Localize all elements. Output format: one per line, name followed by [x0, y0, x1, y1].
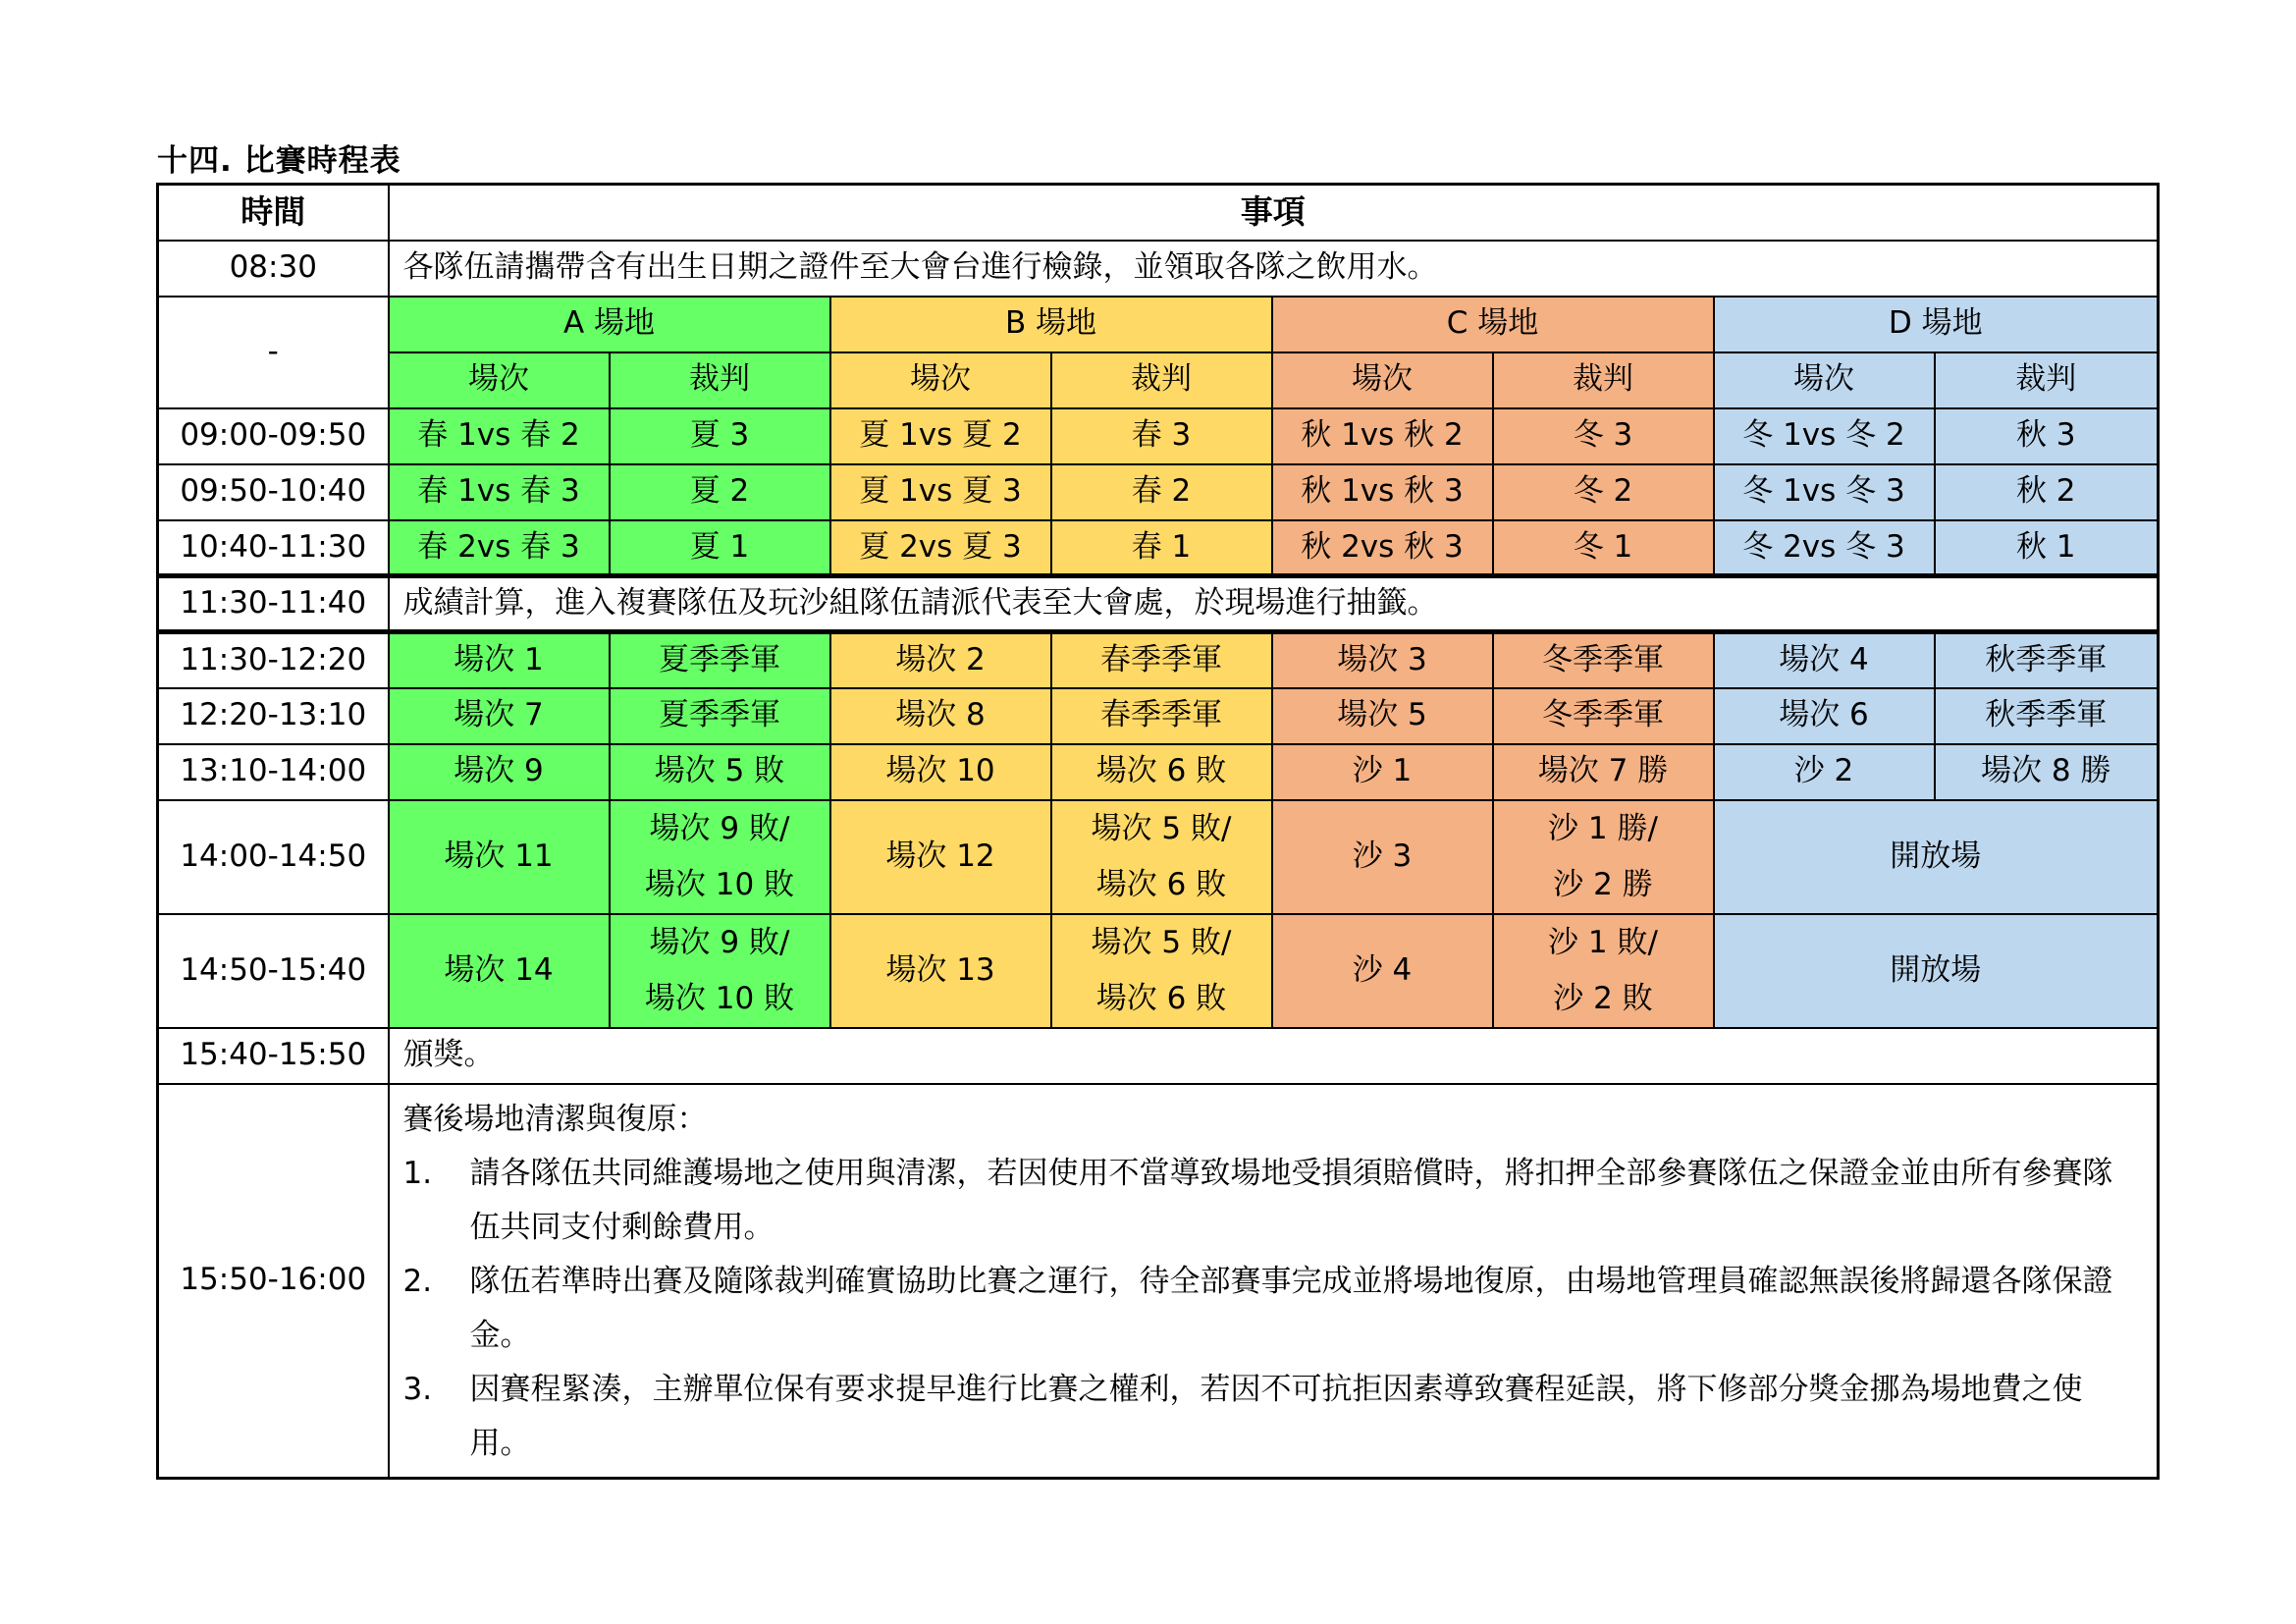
match-cell: 場次 5	[1272, 688, 1493, 744]
ref-cell	[610, 800, 830, 914]
ref-cell: 春季季軍	[1051, 688, 1272, 744]
match-cell: 夏 2vs 夏 3	[830, 520, 1051, 576]
row-1540	[158, 1028, 2159, 1084]
table-row	[158, 744, 2159, 800]
ref-line: 場次 5 敗/	[1091, 924, 1232, 960]
match-cell: 場次 11	[389, 800, 610, 914]
venue-d-header: D 場地	[1714, 297, 2159, 352]
cleanup-notes	[389, 1084, 2159, 1479]
ref-cell: 冬 3	[1493, 408, 1714, 464]
ref-cell: 秋季季軍	[1935, 632, 2159, 688]
ref-cell	[610, 914, 830, 1028]
award-text: 頒獎。	[389, 1028, 2159, 1084]
list-item	[403, 1255, 2144, 1363]
ref-cell: 秋 3	[1935, 408, 2159, 464]
time-cell: 12:20-13:10	[158, 688, 389, 744]
match-cell: 春 1vs 春 2	[389, 408, 610, 464]
list-number: 1.	[402, 1155, 433, 1191]
match-cell: 冬 1vs 冬 2	[1714, 408, 1935, 464]
ref-line: 沙 1 勝/	[1548, 810, 1658, 846]
open-court-cell: 開放場	[1714, 914, 2159, 1028]
ref-line: 沙 1 敗/	[1548, 924, 1658, 960]
open-court-cell: 開放場	[1714, 800, 2159, 914]
ref-line: 場次 6 敗	[1095, 980, 1227, 1016]
match-cell: 場次 1	[389, 632, 610, 688]
row-1400	[158, 800, 2159, 914]
table-row	[158, 520, 2159, 576]
ref-cell: 冬 1	[1493, 520, 1714, 576]
ref-cell	[1493, 800, 1714, 914]
ref-cell: 冬季季軍	[1493, 632, 1714, 688]
match-cell: 沙 1	[1272, 744, 1493, 800]
match-cell: 場次 9	[389, 744, 610, 800]
match-cell: 場次 4	[1714, 632, 1935, 688]
row-1550	[158, 1084, 2159, 1479]
match-cell: 夏 1vs 夏 3	[830, 464, 1051, 520]
page-heading: 十四. 比賽時程表	[157, 143, 401, 179]
ref-cell: 夏季季軍	[610, 688, 830, 744]
match-cell: 場次 14	[389, 914, 610, 1028]
notes-list	[403, 1147, 2144, 1471]
match-cell: 沙 4	[1272, 914, 1493, 1028]
ref-cell: 春 2	[1051, 464, 1272, 520]
match-cell: 冬 1vs 冬 3	[1714, 464, 1935, 520]
table-row	[158, 688, 2159, 744]
match-cell: 春 1vs 春 3	[389, 464, 610, 520]
ref-cell: 夏 3	[610, 408, 830, 464]
ref-cell: 秋 1	[1935, 520, 2159, 576]
time-cell: 09:00-09:50	[158, 408, 389, 464]
ref-cell: 冬季季軍	[1493, 688, 1714, 744]
ref-cell: 夏季季軍	[610, 632, 830, 688]
ref-line: 場次 10 敗	[644, 980, 795, 1016]
ref-cell: 春 3	[1051, 408, 1272, 464]
match-cell: 場次 7	[389, 688, 610, 744]
table-row	[158, 408, 2159, 464]
ref-cell: 場次 6 敗	[1051, 744, 1272, 800]
match-cell: 沙 3	[1272, 800, 1493, 914]
time-cell: 09:50-10:40	[158, 464, 389, 520]
checkin-text: 各隊伍請攜帶含有出生日期之證件至大會台進行檢錄，並領取各隊之飲用水。	[389, 241, 2159, 297]
event-header: 事項	[389, 185, 2159, 241]
match-cell: 春 2vs 春 3	[389, 520, 610, 576]
time-cell: 15:50-16:00	[158, 1084, 389, 1479]
match-cell: 冬 2vs 冬 3	[1714, 520, 1935, 576]
match-cell: 場次 8	[830, 688, 1051, 744]
ref-line: 沙 2 敗	[1553, 980, 1653, 1016]
time-cell: 14:00-14:50	[158, 800, 389, 914]
time-header: 時間	[158, 185, 389, 241]
match-cell: 場次 13	[830, 914, 1051, 1028]
list-text: 隊伍若準時出賽及隨隊裁判確實協助比賽之運行，待全部賽事完成並將場地復原，由場地管理員確認無誤後將歸還各隊保證金。	[469, 1263, 2113, 1353]
time-cell: 11:30-11:40	[158, 576, 389, 632]
match-subheader: 場次	[1714, 352, 1935, 408]
venue-b-header: B 場地	[830, 297, 1272, 352]
ref-cell: 夏 1	[610, 520, 830, 576]
match-cell: 場次 12	[830, 800, 1051, 914]
header-row	[158, 185, 2159, 241]
ref-subheader: 裁判	[1051, 352, 1272, 408]
match-cell: 夏 1vs 夏 2	[830, 408, 1051, 464]
time-cell: 08:30	[158, 241, 389, 297]
time-cell: 13:10-14:00	[158, 744, 389, 800]
row-1450	[158, 914, 2159, 1028]
ref-line: 場次 9 敗/	[649, 810, 790, 846]
ref-line: 場次 6 敗	[1095, 866, 1227, 902]
ref-cell	[1051, 914, 1272, 1028]
ref-line: 場次 10 敗	[644, 866, 795, 902]
row-1130	[158, 576, 2159, 632]
ref-cell: 秋季季軍	[1935, 688, 2159, 744]
ref-cell: 場次 5 敗	[610, 744, 830, 800]
ref-line: 場次 5 敗/	[1091, 810, 1232, 846]
match-subheader: 場次	[830, 352, 1051, 408]
time-cell: 11:30-12:20	[158, 632, 389, 688]
subheader-row	[158, 352, 2159, 408]
list-text: 因賽程緊湊，主辦單位保有要求提早進行比賽之權利，若因不可抗拒因素導致賽程延誤，將下修部分獎金挪為場地費之使用。	[469, 1371, 2083, 1461]
time-cell: 10:40-11:30	[158, 520, 389, 576]
ref-line: 場次 9 敗/	[649, 924, 790, 960]
venue-c-header: C 場地	[1272, 297, 1714, 352]
dash-cell: -	[158, 297, 389, 408]
list-item	[403, 1363, 2144, 1471]
ref-cell: 秋 2	[1935, 464, 2159, 520]
notes-intro: 賽後場地清潔與復原：	[402, 1101, 708, 1137]
venue-a-header: A 場地	[389, 297, 830, 352]
ref-cell: 春 1	[1051, 520, 1272, 576]
table-row	[158, 632, 2159, 688]
venue-header-row	[158, 297, 2159, 352]
match-cell: 沙 2	[1714, 744, 1935, 800]
ref-line: 沙 2 勝	[1553, 866, 1653, 902]
ref-subheader: 裁判	[610, 352, 830, 408]
list-item	[403, 1147, 2144, 1255]
match-cell: 場次 10	[830, 744, 1051, 800]
ref-cell	[1493, 914, 1714, 1028]
match-subheader: 場次	[389, 352, 610, 408]
ref-cell: 場次 7 勝	[1493, 744, 1714, 800]
match-cell: 秋 1vs 秋 3	[1272, 464, 1493, 520]
ref-cell: 春季季軍	[1051, 632, 1272, 688]
ref-cell: 冬 2	[1493, 464, 1714, 520]
ref-cell: 夏 2	[610, 464, 830, 520]
match-cell: 場次 2	[830, 632, 1051, 688]
ref-subheader: 裁判	[1493, 352, 1714, 408]
ref-subheader: 裁判	[1935, 352, 2159, 408]
match-subheader: 場次	[1272, 352, 1493, 408]
match-cell: 場次 6	[1714, 688, 1935, 744]
match-cell: 秋 1vs 秋 2	[1272, 408, 1493, 464]
list-number: 3.	[402, 1371, 433, 1407]
time-cell: 15:40-15:50	[158, 1028, 389, 1084]
time-cell: 14:50-15:40	[158, 914, 389, 1028]
list-text: 請各隊伍共同維護場地之使用與清潔，若因使用不當導致場地受損須賠償時，將扣押全部參賽隊伍之保證金並由所有參賽隊伍共同支付剩餘費用。	[469, 1155, 2113, 1245]
match-cell: 場次 3	[1272, 632, 1493, 688]
match-cell: 秋 2vs 秋 3	[1272, 520, 1493, 576]
schedule-table	[156, 183, 2160, 1480]
table-row	[158, 464, 2159, 520]
ref-cell: 場次 8 勝	[1935, 744, 2159, 800]
list-number: 2.	[402, 1263, 433, 1299]
draw-text: 成績計算，進入複賽隊伍及玩沙組隊伍請派代表至大會處，於現場進行抽籤。	[389, 576, 2159, 632]
row-0830	[158, 241, 2159, 297]
ref-cell	[1051, 800, 1272, 914]
